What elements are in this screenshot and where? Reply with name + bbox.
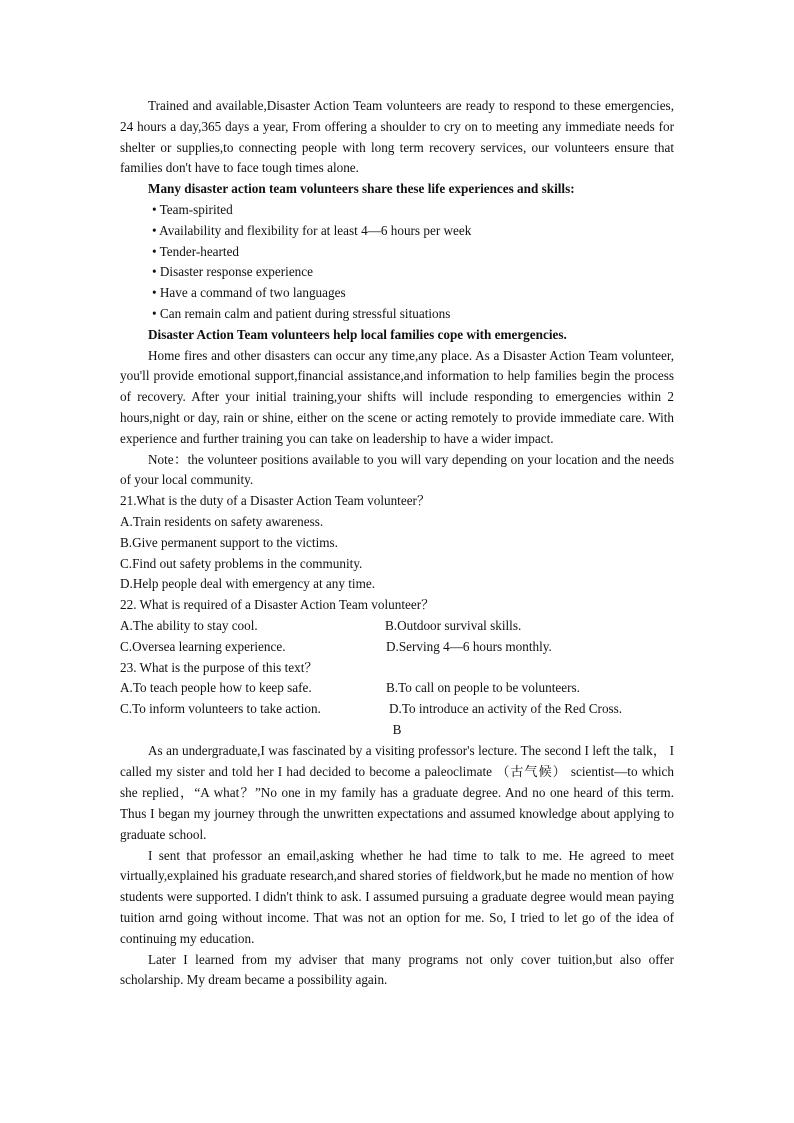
skill-item: • Disaster response experience — [152, 264, 313, 280]
skill-item: • Team-spirited — [152, 201, 233, 217]
skill-item: • Tender-hearted — [152, 243, 240, 259]
question-23-stem: 23. What is the purpose of this text？ — [120, 659, 318, 675]
question-21-stem: 21.What is the duty of a Disaster Action Team volunteer？ — [120, 493, 431, 509]
question-21-option-c: C.Find out safety problems in the community. — [120, 555, 363, 571]
question-23-option-c: C.To inform volunteers to take action. — [120, 701, 321, 717]
passage-b-paragraph-2: I sent that professor an email,asking whether he had time to talk to me. He agreed to meet virtually,explained his graduate research,and shared stories of fieldwork,but he made no mention of how students were supported. I didn't think to ask. I assumed pursuing a graduate degree would mean paying tuition arnd going without income. That was not an option for me. So, I tried to let go of the idea of continuing my education. — [120, 847, 674, 946]
help-body: Home fires and other disasters can occur any time,any place. As a Disaster Action Team volunteer, you'll provide emotional support,financial assistance,and information to help families begin the process of recovery. After your initial training,your shifts will include responding to emergencies within 2 hours,night or day, rain or shine, either on the scene or acting remotely to provide immediate care. With experience and further training you can take on leadership to have a wider impact. — [120, 347, 674, 446]
question-22-stem: 22. What is required of a Disaster Action Team volunteer？ — [120, 597, 435, 613]
question-23-row-2 — [120, 699, 674, 720]
question-21-option-a: A.Train residents on safety awareness. — [120, 513, 324, 529]
question-22-option-a: A.The ability to stay cool. — [120, 617, 258, 633]
passage-a-intro: Trained and available,Disaster Action Team volunteers are ready to respond to these emergencies, 24 hours a day,365 days a year, From offering a shoulder to cry on to meeting any immediate needs for shelter or supplies,to connecting people with long term recovery services, our volunteers ensure that families don't have to face tough times alone. — [120, 98, 674, 176]
skill-item: • Availability and flexibility for at least 4—6 hours per week — [152, 222, 472, 238]
passage-b-paragraph-3: Later I learned from my adviser that many programs not only cover tuition,but also offer scholarship. My dream became a possibility again. — [120, 951, 674, 988]
question-21-option-b: B.Give permanent support to the victims. — [120, 534, 338, 550]
question-22-option-d: D.Serving 4—6 hours monthly. — [386, 638, 552, 654]
document-page — [120, 96, 674, 991]
question-23-option-b: B.To call on people to be volunteers. — [386, 680, 580, 696]
passage-b-paragraph-1 — [120, 741, 674, 846]
help-heading: Disaster Action Team volunteers help local families cope with emergencies. — [148, 326, 567, 342]
skill-item: • Can remain calm and patient during stressful situations — [152, 305, 451, 321]
question-22-option-b: B.Outdoor survival skills. — [385, 617, 522, 633]
question-23-option-d: D.To introduce an activity of the Red Cross. — [389, 701, 623, 717]
question-22-row-2 — [120, 637, 674, 658]
passage-b-p1-chinese-gloss: （古气候） — [496, 764, 567, 780]
skills-list — [120, 200, 674, 325]
passage-b-p1-part1: As an undergraduate,I was fascinated by a visiting professor's lecture. The second I left the talk， I called my sister and told her I had decided to become a paleoclimate — [120, 742, 674, 779]
question-22-option-c: C.Oversea learning experience. — [120, 638, 286, 654]
question-23-row-1 — [120, 678, 674, 699]
question-21-option-d: D.Help people deal with emergency at any time. — [120, 576, 375, 592]
question-22-row-1 — [120, 616, 674, 637]
note: Note：the volunteer positions available to you will vary depending on your location and the needs of your local community. — [120, 451, 674, 488]
skill-item: • Have a command of two languages — [152, 285, 346, 301]
question-23-option-a: A.To teach people how to keep safe. — [120, 680, 312, 696]
passage-b-p1-part2: scientist—to which she replied，“A what？”No one in my family has a graduate degree. And no one heard of this term. Thus I began my journey through the unwritten expectations and assumed knowledge about applying to graduate school. — [120, 763, 674, 842]
section-letter-b: B — [392, 721, 402, 737]
skills-heading: Many disaster action team volunteers share these life experiences and skills: — [148, 181, 575, 197]
